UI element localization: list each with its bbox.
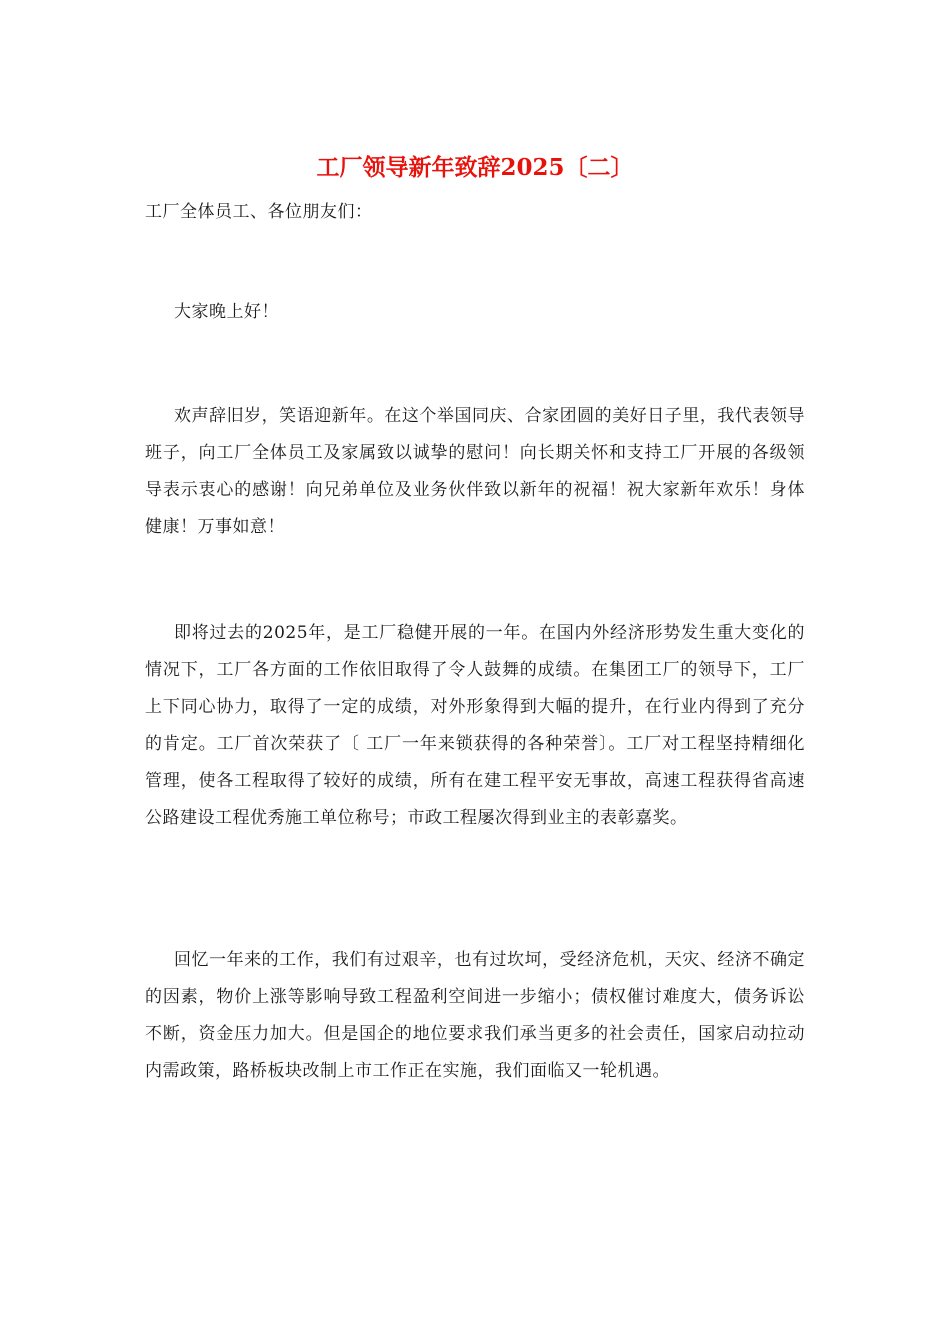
paragraph-challenges: 回忆一年来的工作，我们有过艰辛，也有过坎坷，受经济危机，天灾、经济不确定的因素，物价上涨等影响导致工程盈利空间进一步缩小；债权催讨难度大，债务诉讼不断，资金压力加大。但是国企的地位要求我们承当更多的社会责任，国家启动拉动内需政策，路桥板块改制上市工作正在实施，我们面临又一轮机遇。: [145, 950, 805, 1081]
paragraph-annual-achievements: 即将过去的2025年，是工厂稳健开展的一年。在国内外经济形势发生重大变化的情况下，工厂各方面的工作依旧取得了令人鼓舞的成绩。在集团工厂的领导下，工厂上下同心协力，取得了一定的成绩，对外形象得到大幅的提升，在行业内得到了充分的肯定。工厂首次荣获了〔 工厂一年来锁获得的各种荣誉〕。工厂对工程坚持精细化管理，使各工程取得了较好的成绩，所有在建工程平安无事故，高速工程获得省高速公路建设工程优秀施工单位称号；市政工程屡次得到业主的表彰嘉奖。: [145, 623, 805, 828]
paragraph-new-year-wishes: 欢声辞旧岁，笑语迎新年。在这个举国同庆、合家团圆的美好日子里，我代表领导班子，向工厂全体员工及家属致以诚挚的慰问！向长期关怀和支持工厂开展的各级领导表示衷心的感谢！向兄弟单位及业务伙伴致以新年的祝福！祝大家新年欢乐！身体健康！万事如意！: [145, 406, 805, 537]
paragraph-greeting: 大家晚上好！: [174, 302, 279, 322]
salutation: 工厂全体员工、各位朋友们：: [145, 202, 373, 222]
document-title: 工厂领导新年致辞2025〔二〕: [316, 154, 634, 181]
